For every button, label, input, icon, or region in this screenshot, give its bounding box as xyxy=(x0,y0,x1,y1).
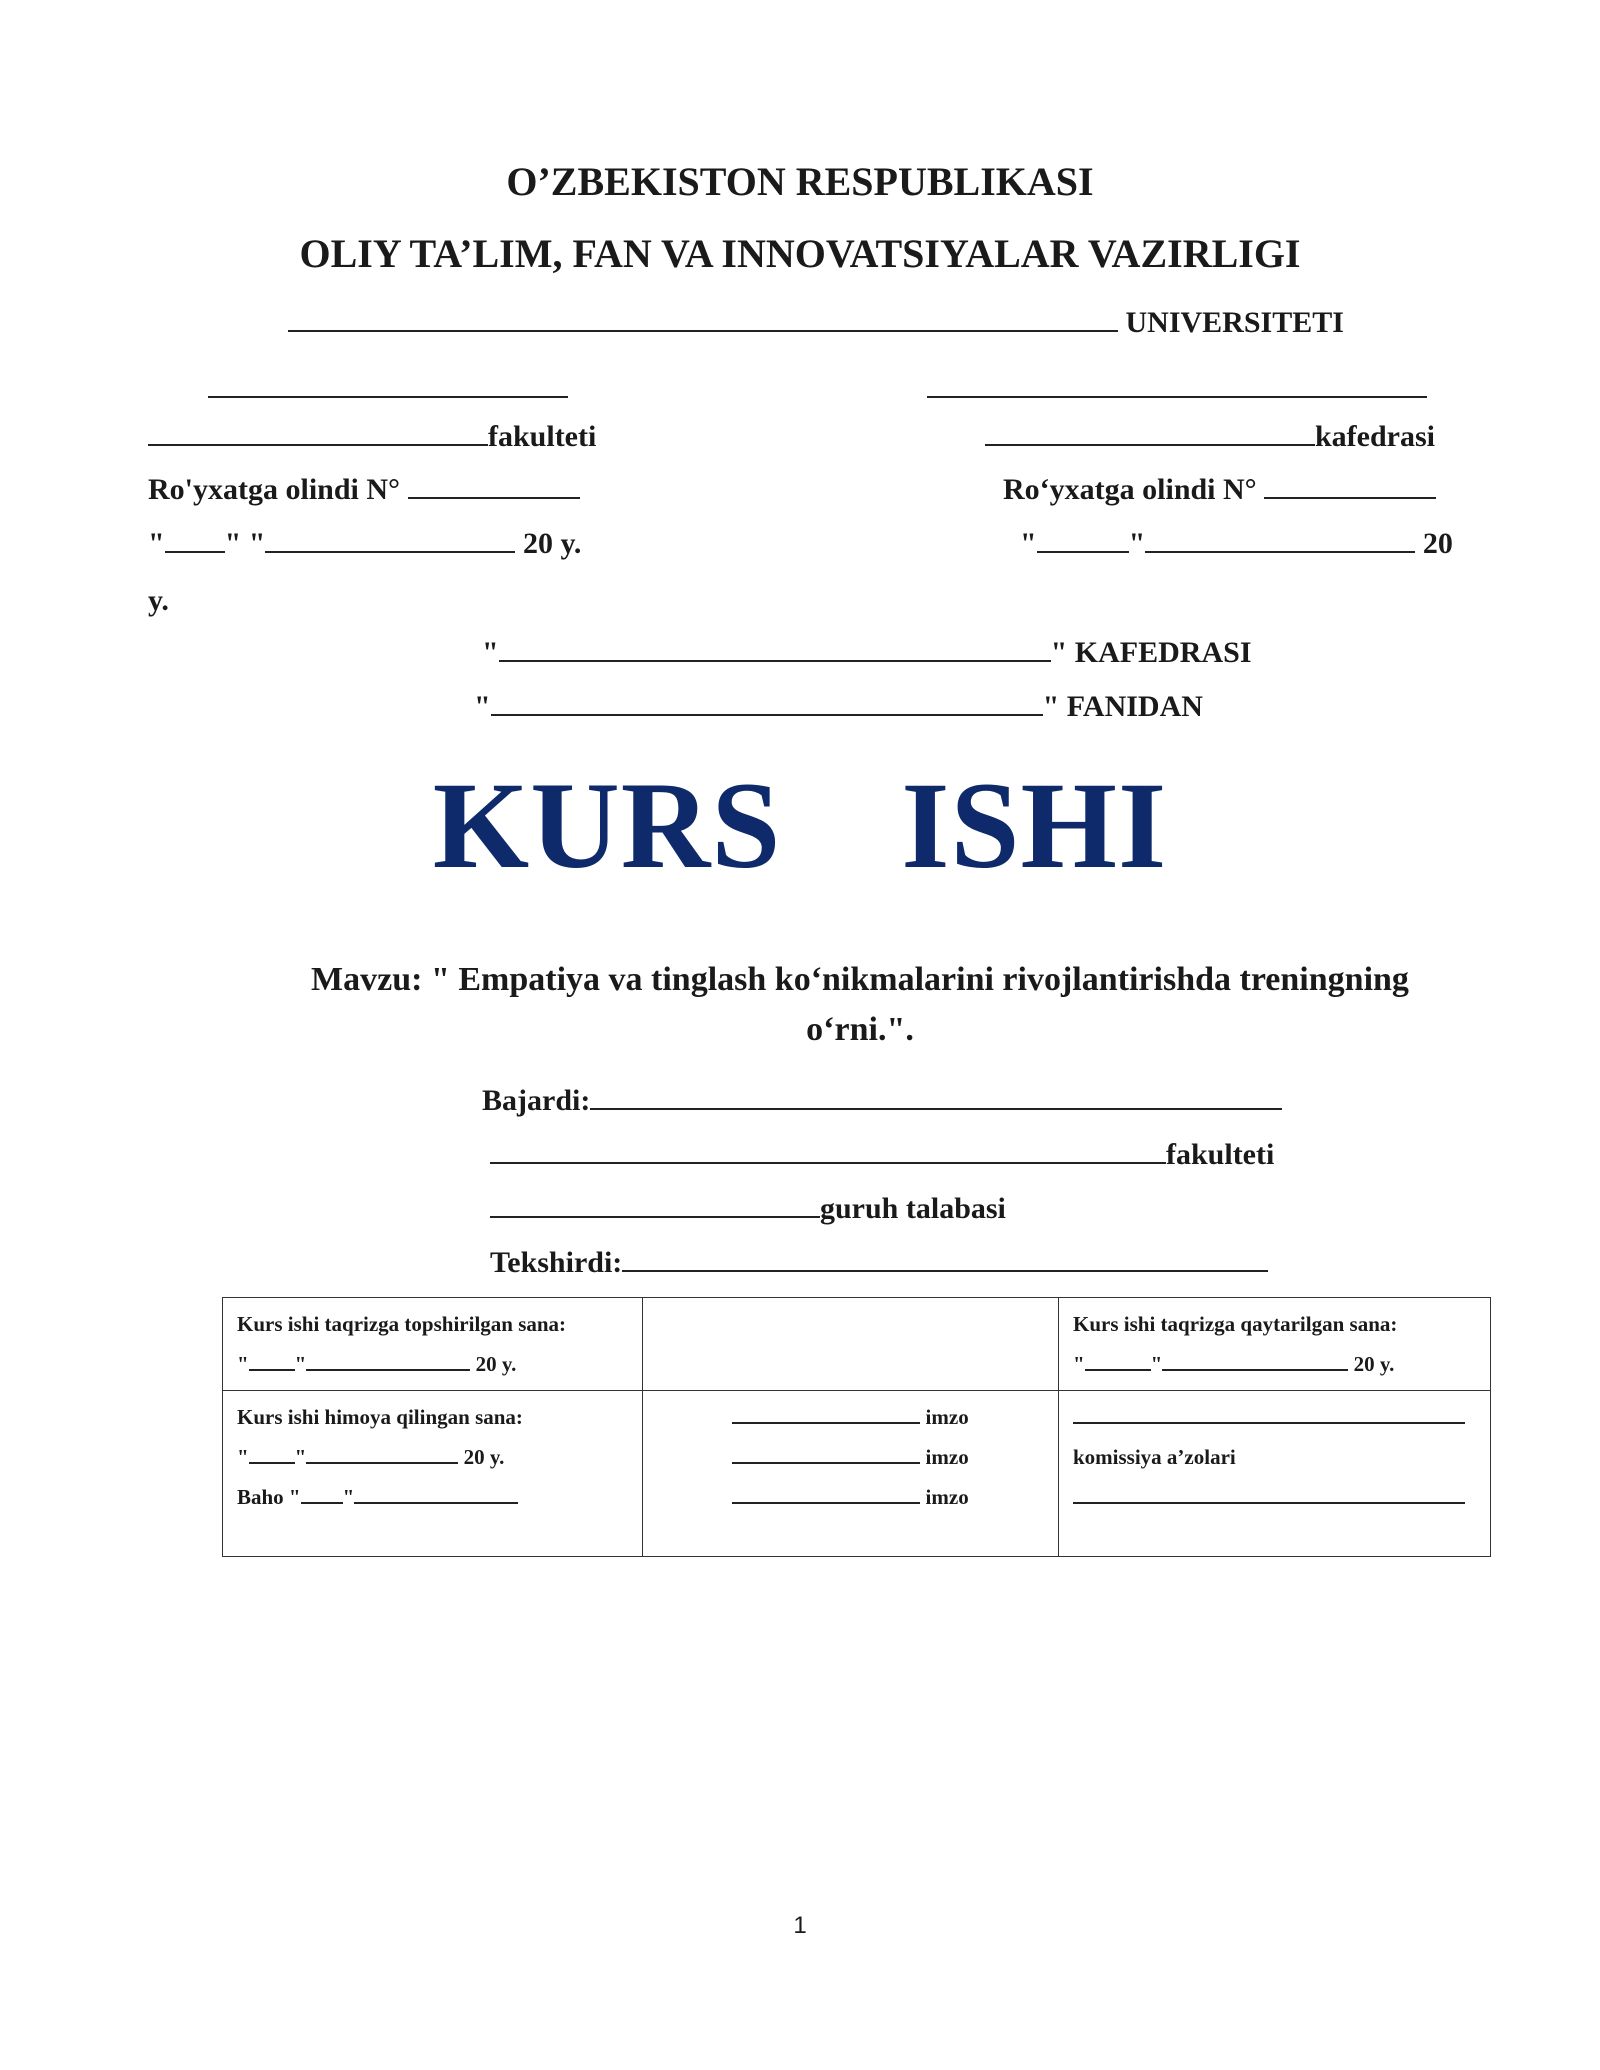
blank-left-top xyxy=(208,395,568,398)
checker-label: Tekshirdi: xyxy=(490,1246,623,1279)
blank xyxy=(249,1368,295,1371)
title-word-2: ISHI xyxy=(901,757,1168,894)
commission-blank-top xyxy=(1073,1397,1476,1437)
quote: " xyxy=(237,1352,249,1376)
submitted-date xyxy=(237,1344,628,1384)
right-registered-line xyxy=(1003,473,1436,507)
page-number: 1 xyxy=(793,1912,807,1939)
blank xyxy=(1085,1368,1151,1371)
faculty-suffix: fakulteti xyxy=(488,420,597,453)
year: 20 y. xyxy=(475,1352,517,1376)
returned-cell xyxy=(1059,1298,1491,1391)
commission-blank-bottom xyxy=(1073,1477,1476,1517)
month-blank xyxy=(265,550,515,553)
review-table xyxy=(222,1297,1491,1557)
kafedra-suffix: " KAFEDRASI xyxy=(1050,636,1252,669)
defended-date xyxy=(237,1437,628,1477)
quote: " xyxy=(294,1352,307,1376)
commission-label: komissiya a’zolari xyxy=(1073,1445,1236,1469)
university-suffix: UNIVERSITETI xyxy=(1125,306,1344,339)
grade-line xyxy=(237,1477,628,1517)
right-date-year-wrap: y. xyxy=(148,584,169,617)
blank xyxy=(306,1461,458,1464)
university-blank xyxy=(288,329,1118,332)
right-date-line xyxy=(1020,527,1453,561)
university-line xyxy=(288,306,1344,340)
day-blank xyxy=(1037,550,1129,553)
blank xyxy=(1073,1421,1465,1424)
kafedra-line xyxy=(482,636,1252,670)
quote: " xyxy=(237,1445,249,1469)
fanidan-line xyxy=(474,690,1203,724)
month-blank xyxy=(1145,550,1415,553)
signature-2 xyxy=(657,1437,1044,1477)
signature-label: imzo xyxy=(925,1485,969,1509)
quote: " xyxy=(342,1485,355,1509)
main-title xyxy=(0,755,1600,897)
quote: " xyxy=(1150,1352,1163,1376)
left-registered-line xyxy=(148,473,580,507)
topic-line-1: Mavzu: " Empatiya va tinglash ko‘nikmalarini rivojlantirishda treningning xyxy=(311,961,1409,998)
grade-label: Baho " xyxy=(237,1485,301,1509)
left-date-year: 20 y. xyxy=(522,527,582,560)
topic-line-2: o‘rni.". xyxy=(806,1011,914,1048)
signature-label: imzo xyxy=(925,1405,969,1429)
title-word-1: KURS xyxy=(432,757,782,894)
department-blank xyxy=(985,443,1315,446)
executor-line xyxy=(482,1084,1282,1118)
defended-cell xyxy=(223,1391,643,1557)
republic-heading: O’ZBEKISTON RESPUBLIKASI xyxy=(506,159,1094,204)
signature-blank xyxy=(732,1421,920,1424)
ministry-heading: OLIY TA’LIM, FAN VA INNOVATSIYALAR VAZIRLIGI xyxy=(299,231,1301,276)
quote: " xyxy=(1020,527,1037,560)
quote: " xyxy=(482,636,499,669)
year: 20 y. xyxy=(463,1445,505,1469)
department-line xyxy=(985,420,1435,454)
signatures-cell xyxy=(643,1391,1059,1557)
right-registered-blank xyxy=(1264,496,1436,499)
executor-faculty-line xyxy=(490,1138,1274,1172)
blank xyxy=(249,1461,295,1464)
executor-blank xyxy=(590,1107,1282,1110)
right-registered-label: Ro‘yxatga olindi N° xyxy=(1003,473,1257,506)
blank xyxy=(306,1368,470,1371)
right-date-year: 20 xyxy=(1422,527,1453,560)
signature-3 xyxy=(657,1477,1044,1517)
commission-cell xyxy=(1059,1391,1491,1557)
checker-line xyxy=(490,1246,1268,1280)
quote: " xyxy=(294,1445,307,1469)
submitted-cell xyxy=(223,1298,643,1391)
quote: " xyxy=(1073,1352,1085,1376)
returned-date xyxy=(1073,1344,1476,1384)
quote: " xyxy=(148,527,165,560)
executor-group-line xyxy=(490,1192,1006,1226)
defended-label: Kurs ishi himoya qilingan sana: xyxy=(237,1405,523,1429)
signature-blank xyxy=(732,1461,920,1464)
executor-label: Bajardi: xyxy=(482,1084,591,1117)
empty-cell xyxy=(643,1298,1059,1391)
submitted-label: Kurs ishi taqrizga topshirilgan sana: xyxy=(237,1312,567,1336)
left-registered-label: Ro'yxatga olindi N° xyxy=(148,473,401,506)
blank-right-top xyxy=(927,395,1427,398)
quote: " xyxy=(1128,527,1146,560)
department-suffix: kafedrasi xyxy=(1315,420,1435,453)
year: 20 y. xyxy=(1353,1352,1395,1376)
fanidan-blank xyxy=(491,713,1043,716)
blank xyxy=(301,1501,343,1504)
blank xyxy=(1162,1368,1348,1371)
quote: " " xyxy=(224,527,266,560)
topic xyxy=(230,955,1490,1055)
executor-faculty-suffix: fakulteti xyxy=(1166,1138,1275,1171)
blank xyxy=(354,1501,518,1504)
executor-faculty-blank xyxy=(490,1161,1166,1164)
signature-label: imzo xyxy=(925,1445,969,1469)
left-registered-blank xyxy=(408,496,580,499)
fanidan-suffix: " FANIDAN xyxy=(1042,690,1203,723)
day-blank xyxy=(165,550,225,553)
executor-group-blank xyxy=(490,1215,820,1218)
left-date-line xyxy=(148,527,581,561)
kafedra-blank xyxy=(499,659,1051,662)
returned-label: Kurs ishi taqrizga qaytarilgan sana: xyxy=(1073,1312,1398,1336)
quote: " xyxy=(474,690,491,723)
faculty-line xyxy=(148,420,596,454)
signature-1 xyxy=(657,1397,1044,1437)
faculty-blank xyxy=(148,443,488,446)
executor-group-suffix: guruh talabasi xyxy=(820,1192,1006,1225)
blank xyxy=(1073,1501,1465,1504)
signature-blank xyxy=(732,1501,920,1504)
checker-blank xyxy=(622,1269,1268,1272)
